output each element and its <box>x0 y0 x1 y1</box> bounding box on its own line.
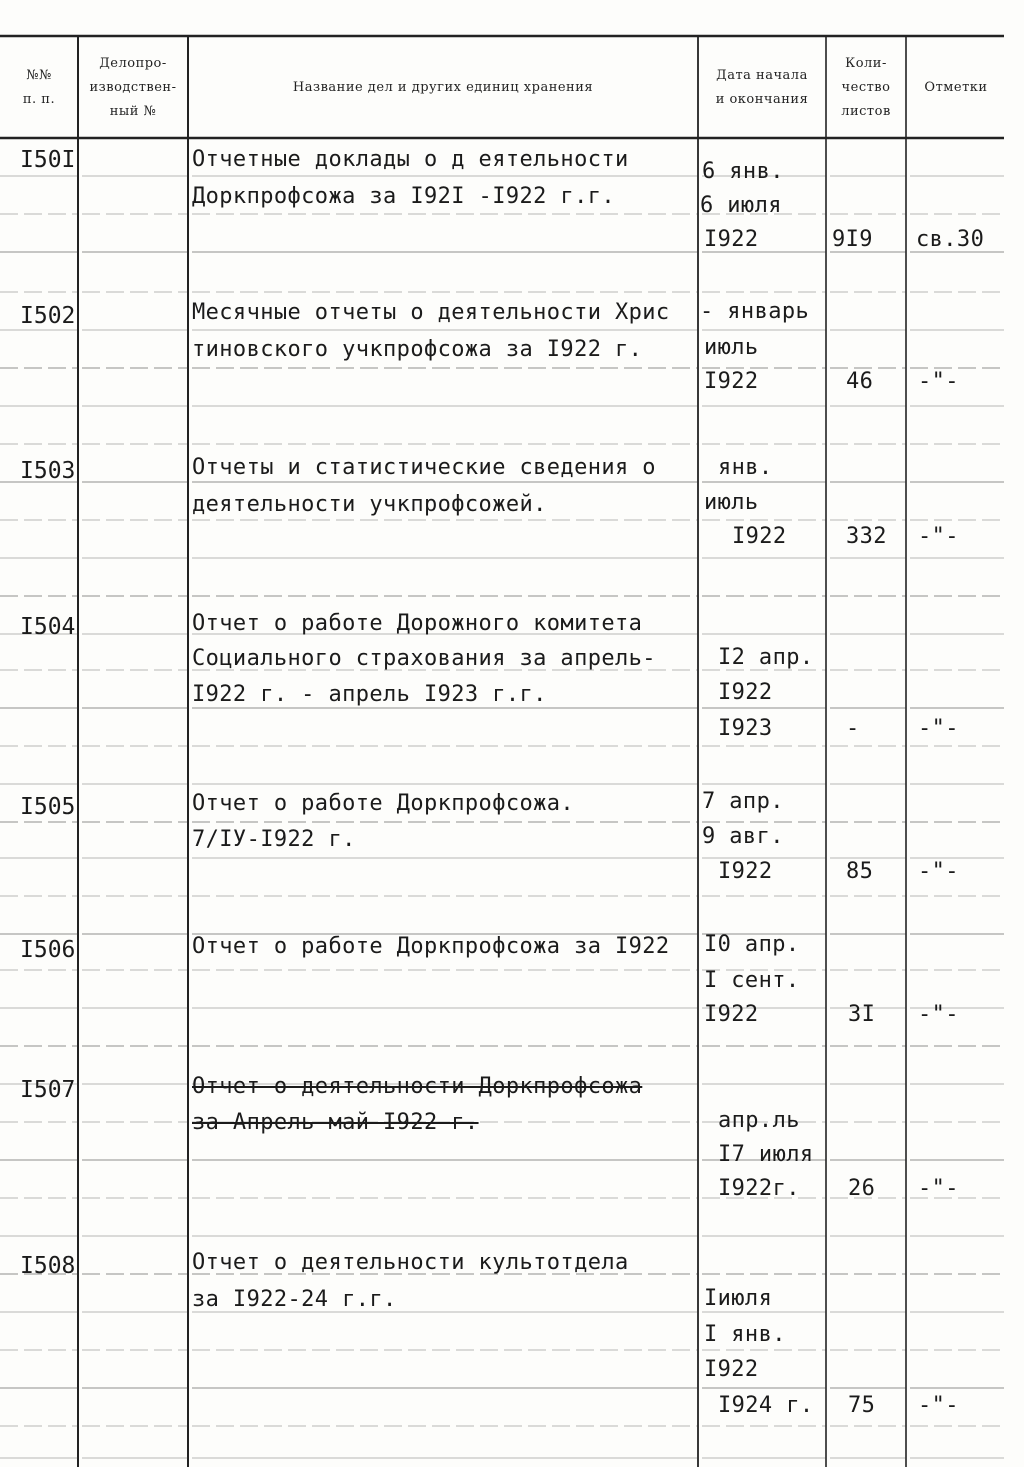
entry-title-line: Месячные отчеты о деятельности Хрис <box>192 300 670 325</box>
entry-note: -"- <box>918 524 959 549</box>
entry-date-line: I924 г. <box>718 1393 814 1418</box>
entry-sheet-count: 75 <box>848 1393 876 1418</box>
entry-sheet-count: - <box>846 716 860 741</box>
header-office-line1: Делопро- <box>99 56 167 71</box>
entry-date-line: I922 <box>732 524 787 549</box>
entry-number: I505 <box>20 794 76 820</box>
entry-date-line: июль <box>704 490 759 515</box>
header-count-line2: чество <box>841 80 891 95</box>
entry-number: I503 <box>20 458 76 484</box>
entry-date-line: I922 <box>704 227 759 252</box>
entry-date-line: - январь <box>700 299 810 324</box>
entry-sheet-count: 46 <box>846 369 874 394</box>
header-title <box>188 40 698 136</box>
entry-title-line: Отчет о работе Дорожного комитета <box>192 611 643 636</box>
entry-date-line: I922 <box>718 680 773 705</box>
header-title-text: Название дел и других единиц хранения <box>292 80 594 95</box>
entry-date-line: I922 <box>704 1357 759 1382</box>
entry-date-line: I янв. <box>704 1322 786 1347</box>
entry-date-line: I922 <box>718 859 773 884</box>
entry-title-line: Социального страхования за апрель- <box>192 646 656 671</box>
header-office-line2: изводствен- <box>89 80 177 95</box>
entry-title-line: деятельности учкпрофсожей. <box>192 492 547 517</box>
entry-note: -"- <box>918 1176 959 1201</box>
header-count-line3: листов <box>841 104 891 119</box>
entry-note: -"- <box>918 1002 959 1027</box>
entry-date-line: 6 янв. <box>702 159 784 184</box>
entry-date-line: I2 апр. <box>718 645 814 670</box>
entry-title-line: 7/IУ-I922 г. <box>192 827 356 852</box>
entry-title-line: Отчет о работе Доркпрофсожа за I922 <box>192 934 670 959</box>
entry-date-line: I7 июля <box>718 1142 814 1167</box>
entry-title-line: Отчет о деятельности культотдела <box>192 1250 629 1275</box>
entry-date-line: 6 июля <box>700 193 782 218</box>
entry-title-line: Отчетные доклады о д еятельности <box>192 147 629 172</box>
entry-number: I507 <box>20 1077 76 1103</box>
entry-note: -"- <box>918 859 959 884</box>
entry-date-line: 9 авг. <box>702 824 784 849</box>
header-number <box>0 40 78 136</box>
entry-title-line: I922 г. - апрель I923 г.г. <box>192 682 547 707</box>
entry-date-line: I сент. <box>704 968 800 993</box>
entry-date-line: апр.ль <box>718 1108 800 1133</box>
header-office-number <box>78 40 188 136</box>
entry-note: -"- <box>918 1393 959 1418</box>
header-dates-line1: Дата начала <box>716 68 808 83</box>
entry-title-line: за I922-24 г.г. <box>192 1287 397 1312</box>
entry-date-line: I923 <box>718 716 773 741</box>
header-notes <box>906 40 1006 136</box>
header-number-line1: №№ <box>26 68 52 83</box>
entry-sheet-count: 3I <box>848 1002 876 1027</box>
entry-title-line: Отчет о деятельности Доркпрофсожа <box>192 1074 643 1099</box>
header-dates <box>698 40 826 136</box>
entry-title-line: Доркпрофсожа за I92I -I922 г.г. <box>192 184 615 209</box>
entry-note: -"- <box>918 369 959 394</box>
entry-number: I50I <box>20 147 76 173</box>
entry-date-line: I922 <box>704 369 759 394</box>
entry-number: I506 <box>20 937 76 963</box>
entry-sheet-count: 26 <box>848 1176 876 1201</box>
header-dates-line2: и окончания <box>715 92 809 107</box>
entry-sheet-count: 9I9 <box>832 227 873 252</box>
entry-date-line: июль <box>704 335 759 360</box>
entry-sheet-count: 332 <box>846 524 887 549</box>
entry-date-line: I0 апр. <box>704 932 800 957</box>
entry-title-line: Отчет о работе Доркпрофсожа. <box>192 791 575 816</box>
header-sheet-count <box>826 40 906 136</box>
header-notes-text: Отметки <box>924 80 988 95</box>
entry-date-line: Iиюля <box>704 1286 773 1311</box>
header-count-line1: Коли- <box>845 56 887 71</box>
entry-date-line: I922 <box>704 1002 759 1027</box>
entry-date-line: янв. <box>718 455 773 480</box>
entry-sheet-count: 85 <box>846 859 874 884</box>
entry-note: -"- <box>918 716 959 741</box>
entry-date-line: I922г. <box>718 1176 800 1201</box>
entry-note: св.30 <box>916 227 985 252</box>
entry-title-line: Отчеты и статистические сведения о <box>192 455 656 480</box>
entry-title-line: тиновского учкпрофсожа за I922 г. <box>192 337 643 362</box>
header-office-line3: ный № <box>109 104 157 119</box>
entry-number: I504 <box>20 614 76 640</box>
header-number-line2: п. п. <box>22 92 56 107</box>
entry-date-line: 7 апр. <box>702 789 784 814</box>
entry-number: I502 <box>20 303 76 329</box>
entry-number: I508 <box>20 1253 76 1279</box>
entry-title-line: за Апрель-май I922 г. <box>192 1110 479 1135</box>
